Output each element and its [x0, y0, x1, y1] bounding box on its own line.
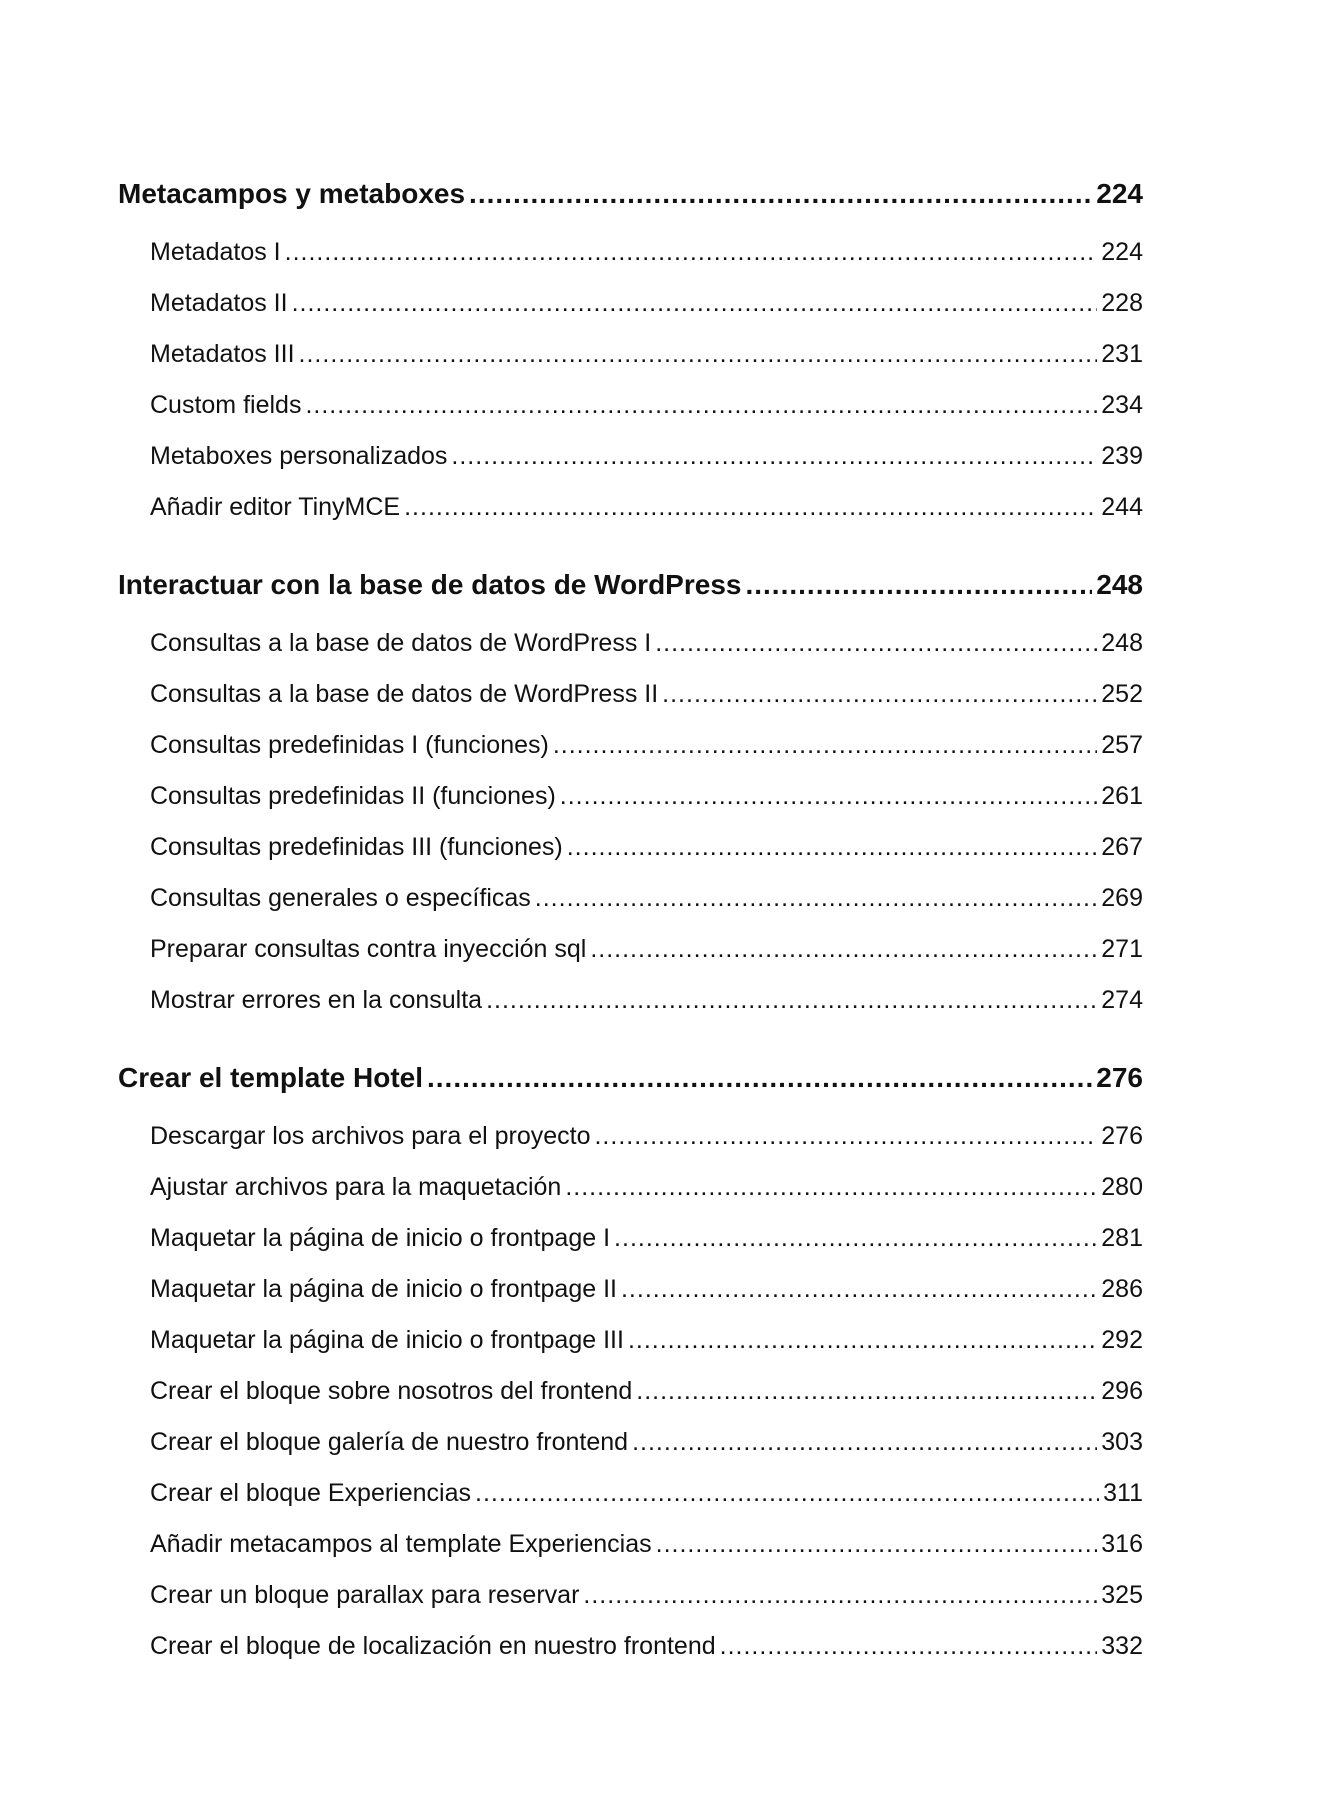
- toc-entry-page: 267: [1101, 833, 1143, 861]
- toc-entry[interactable]: [118, 1213, 1143, 1264]
- toc-entry-label: Crear el bloque de localización en nuestro frontend: [150, 1632, 716, 1660]
- toc-entry-page: 281: [1101, 1224, 1143, 1252]
- toc-entry-page: 269: [1101, 884, 1143, 912]
- toc-section-metacampos: [118, 165, 1143, 533]
- dot-leader: [594, 1111, 1097, 1162]
- dot-leader: [451, 431, 1097, 482]
- toc-entry-label: Consultas predefinidas III (funciones): [150, 833, 563, 861]
- dot-leader: [656, 1519, 1098, 1570]
- dot-leader: [628, 1315, 1097, 1366]
- dot-leader: [560, 771, 1098, 822]
- dot-leader: [292, 278, 1098, 329]
- toc-entry-label: Maquetar la página de inicio o frontpage I: [150, 1224, 611, 1252]
- toc-entry[interactable]: [118, 720, 1143, 771]
- dot-leader: [745, 556, 1092, 614]
- toc-entry-label: Metadatos III: [150, 340, 295, 368]
- toc-entry-page: 224: [1101, 238, 1143, 266]
- toc-entry-label: Consultas generales o específicas: [150, 884, 531, 912]
- dot-leader: [404, 482, 1097, 533]
- toc-entry-label: Metadatos I: [150, 238, 281, 266]
- toc-entry[interactable]: [118, 1111, 1143, 1162]
- toc-entry-label: Consultas a la base de datos de WordPress I: [150, 629, 652, 657]
- dot-leader: [583, 1570, 1097, 1621]
- table-of-contents: [118, 165, 1143, 1695]
- toc-entry-page: 261: [1101, 782, 1143, 810]
- toc-entry-page: 325: [1101, 1581, 1143, 1609]
- dot-leader: [655, 618, 1097, 669]
- toc-entry-label: Ajustar archivos para la maquetación: [150, 1173, 562, 1201]
- toc-entry[interactable]: [118, 873, 1143, 924]
- toc-entry-label: Descargar los archivos para el proyecto: [150, 1122, 591, 1150]
- toc-entry[interactable]: [118, 618, 1143, 669]
- toc-entry-page: 292: [1101, 1326, 1143, 1354]
- dot-leader: [636, 1366, 1097, 1417]
- dot-leader: [305, 380, 1097, 431]
- toc-entry-page: 274: [1101, 986, 1143, 1014]
- toc-entry-page: 244: [1101, 493, 1143, 521]
- toc-entry-page: 257: [1101, 731, 1143, 759]
- toc-entry-page: 276: [1101, 1122, 1143, 1150]
- toc-entry-label: Crear el bloque Experiencias: [150, 1479, 472, 1507]
- toc-entry[interactable]: [118, 771, 1143, 822]
- toc-section-base-de-datos: [118, 556, 1143, 1026]
- dot-leader: [614, 1213, 1097, 1264]
- toc-entry[interactable]: [118, 1519, 1143, 1570]
- toc-entry-label: Añadir editor TinyMCE: [150, 493, 401, 521]
- toc-entry-label: Metadatos II: [150, 289, 288, 317]
- toc-entry[interactable]: [118, 1315, 1143, 1366]
- dot-leader: [567, 822, 1098, 873]
- toc-entry[interactable]: [118, 431, 1143, 482]
- dot-leader: [285, 227, 1098, 278]
- toc-entry[interactable]: [118, 1366, 1143, 1417]
- toc-entry[interactable]: [118, 924, 1143, 975]
- dot-leader: [565, 1162, 1097, 1213]
- toc-entry[interactable]: [118, 669, 1143, 720]
- toc-entry-label: Crear el bloque sobre nosotros del frontend: [150, 1377, 633, 1405]
- dot-leader: [553, 720, 1097, 771]
- toc-entry[interactable]: [118, 1417, 1143, 1468]
- toc-entry-page: 296: [1101, 1377, 1143, 1405]
- toc-entry[interactable]: [118, 1264, 1143, 1315]
- toc-entry-label: Crear un bloque parallax para reservar: [150, 1581, 580, 1609]
- toc-entry[interactable]: [118, 1162, 1143, 1213]
- toc-entry[interactable]: [118, 1621, 1143, 1672]
- toc-entry-label: Crear el bloque galería de nuestro frontend: [150, 1428, 629, 1456]
- dot-leader: [486, 975, 1097, 1026]
- toc-heading[interactable]: [118, 165, 1143, 223]
- dot-leader: [535, 873, 1098, 924]
- toc-entry-label: Añadir metacampos al template Experiencias: [150, 1530, 652, 1558]
- toc-entry-page: 231: [1101, 340, 1143, 368]
- dot-leader: [621, 1264, 1097, 1315]
- toc-entry-label: Consultas predefinidas I (funciones): [150, 731, 549, 759]
- toc-heading-title: Crear el template Hotel: [118, 1062, 423, 1093]
- toc-entry-label: Consultas predefinidas II (funciones): [150, 782, 556, 810]
- toc-section-template-hotel: [118, 1049, 1143, 1672]
- dot-leader: [720, 1621, 1098, 1672]
- toc-entry-page: 286: [1101, 1275, 1143, 1303]
- dot-leader: [427, 1049, 1092, 1107]
- toc-entry[interactable]: [118, 1468, 1143, 1519]
- toc-heading-page: 248: [1096, 569, 1143, 600]
- toc-entry-label: Maquetar la página de inicio o frontpage III: [150, 1326, 624, 1354]
- toc-entry[interactable]: [118, 329, 1143, 380]
- toc-entry[interactable]: [118, 278, 1143, 329]
- toc-entry-label: Preparar consultas contra inyección sql: [150, 935, 587, 963]
- toc-heading-page: 224: [1096, 178, 1143, 209]
- toc-entry-label: Mostrar errores en la consulta: [150, 986, 483, 1014]
- toc-heading-title: Metacampos y metaboxes: [118, 178, 466, 209]
- toc-entry-page: 248: [1101, 629, 1143, 657]
- toc-entry-page: 234: [1101, 391, 1143, 419]
- toc-entry[interactable]: [118, 822, 1143, 873]
- toc-entry-page: 239: [1101, 442, 1143, 470]
- toc-entry-page: 332: [1101, 1632, 1143, 1660]
- toc-heading-page: 276: [1096, 1062, 1143, 1093]
- toc-entry-label: Metaboxes personalizados: [150, 442, 448, 470]
- dot-leader: [662, 669, 1097, 720]
- toc-entry-page: 303: [1101, 1428, 1143, 1456]
- toc-entry-page: 311: [1103, 1479, 1143, 1507]
- dot-leader: [632, 1417, 1097, 1468]
- toc-heading-title: Interactuar con la base de datos de WordPress: [118, 569, 742, 600]
- toc-entry-page: 252: [1101, 680, 1143, 708]
- toc-entry[interactable]: [118, 1570, 1143, 1621]
- toc-entry[interactable]: [118, 227, 1143, 278]
- toc-heading[interactable]: [118, 556, 1143, 614]
- toc-heading[interactable]: [118, 1049, 1143, 1107]
- toc-entry-label: Consultas a la base de datos de WordPress II: [150, 680, 659, 708]
- toc-entry-page: 228: [1101, 289, 1143, 317]
- toc-entry-page: 280: [1101, 1173, 1143, 1201]
- dot-leader: [299, 329, 1098, 380]
- toc-entry-label: Custom fields: [150, 391, 302, 419]
- toc-entry[interactable]: [118, 975, 1143, 1026]
- dot-leader: [475, 1468, 1099, 1519]
- toc-entry[interactable]: [118, 380, 1143, 431]
- toc-entry-page: 316: [1101, 1530, 1143, 1558]
- toc-entry-page: 271: [1101, 935, 1143, 963]
- dot-leader: [469, 165, 1092, 223]
- toc-entry[interactable]: [118, 482, 1143, 533]
- toc-entry-label: Maquetar la página de inicio o frontpage II: [150, 1275, 617, 1303]
- dot-leader: [590, 924, 1097, 975]
